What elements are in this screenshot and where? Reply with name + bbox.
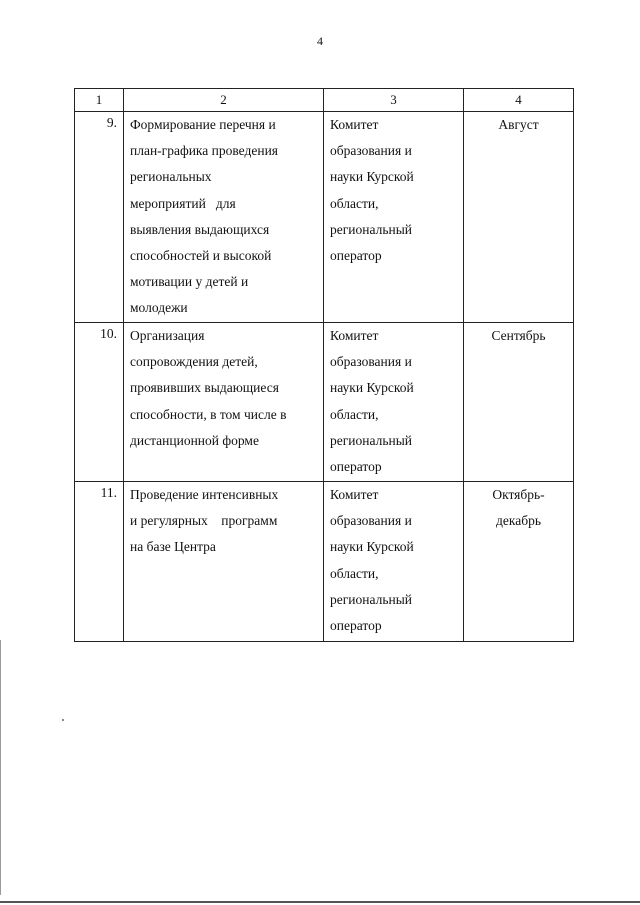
responsible-line: образования и	[330, 354, 412, 370]
responsible-cell	[324, 323, 464, 482]
task-line: дистанционной форме	[130, 432, 259, 448]
responsible-line: региональный	[330, 221, 413, 237]
task-line: мероприятий для	[130, 195, 236, 211]
task-cell	[124, 112, 324, 323]
date-line: Октябрь-	[492, 487, 545, 502]
responsible-cell	[324, 112, 464, 323]
task-line: способности, в том числе в	[130, 406, 287, 422]
task-line: сопровождения детей,	[130, 354, 258, 370]
responsible-line: региональный	[330, 432, 413, 448]
task-line: Проведение интенсивных	[130, 487, 279, 502]
task-line: на базе Центра	[130, 539, 216, 555]
responsible-line: Комитет	[330, 487, 379, 502]
responsible-line: оператор	[330, 618, 382, 634]
responsible-line: образования и	[330, 143, 412, 159]
task-line: Организация	[130, 328, 205, 343]
responsible-line: области,	[330, 565, 379, 581]
responsible-line: науки Курской	[330, 169, 414, 185]
responsible-line: оператор	[330, 248, 382, 264]
responsible-line: области,	[330, 195, 379, 211]
responsible-line: Комитет	[330, 328, 379, 343]
scan-speck	[62, 719, 64, 721]
row-number: 11.	[75, 482, 124, 642]
responsible-line: оператор	[330, 459, 382, 475]
task-line: план-графика проведения	[130, 143, 278, 159]
table-row	[75, 482, 574, 642]
responsible-line: науки Курской	[330, 539, 414, 555]
header-col-1: 1	[75, 89, 124, 112]
table-row	[75, 323, 574, 482]
task-cell	[124, 482, 324, 642]
task-line: мотивации у детей и	[130, 274, 249, 290]
table-row	[75, 112, 574, 323]
date-line: декабрь	[496, 513, 541, 529]
responsible-line: области,	[330, 406, 379, 422]
date-cell	[464, 112, 574, 323]
task-cell	[124, 323, 324, 482]
date-cell	[464, 323, 574, 482]
row-number: 10.	[75, 323, 124, 482]
scan-edge-left	[0, 640, 1, 895]
scan-edge-bottom	[0, 901, 640, 903]
task-line: молодежи	[130, 300, 188, 316]
responsible-line: науки Курской	[330, 380, 414, 396]
responsible-line: Комитет	[330, 117, 379, 132]
responsible-cell	[324, 482, 464, 642]
date-line: Август	[498, 117, 539, 132]
header-col-3: 3	[324, 89, 464, 112]
responsible-line: образования и	[330, 513, 412, 529]
date-line: Сентябрь	[491, 328, 546, 343]
task-line: способностей и высокой	[130, 248, 272, 264]
row-number: 9.	[75, 112, 124, 323]
date-cell	[464, 482, 574, 642]
task-line: выявления выдающихся	[130, 221, 270, 237]
events-table	[74, 88, 574, 642]
page-number: 4	[317, 34, 323, 48]
task-line: региональных	[130, 169, 212, 185]
task-line: и регулярных программ	[130, 513, 278, 529]
header-col-4: 4	[464, 89, 574, 112]
responsible-line: региональный	[330, 591, 413, 607]
header-col-2: 2	[124, 89, 324, 112]
task-line: проявивших выдающиеся	[130, 380, 279, 396]
task-line: Формирование перечня и	[130, 117, 276, 132]
table-header-row	[75, 89, 574, 112]
